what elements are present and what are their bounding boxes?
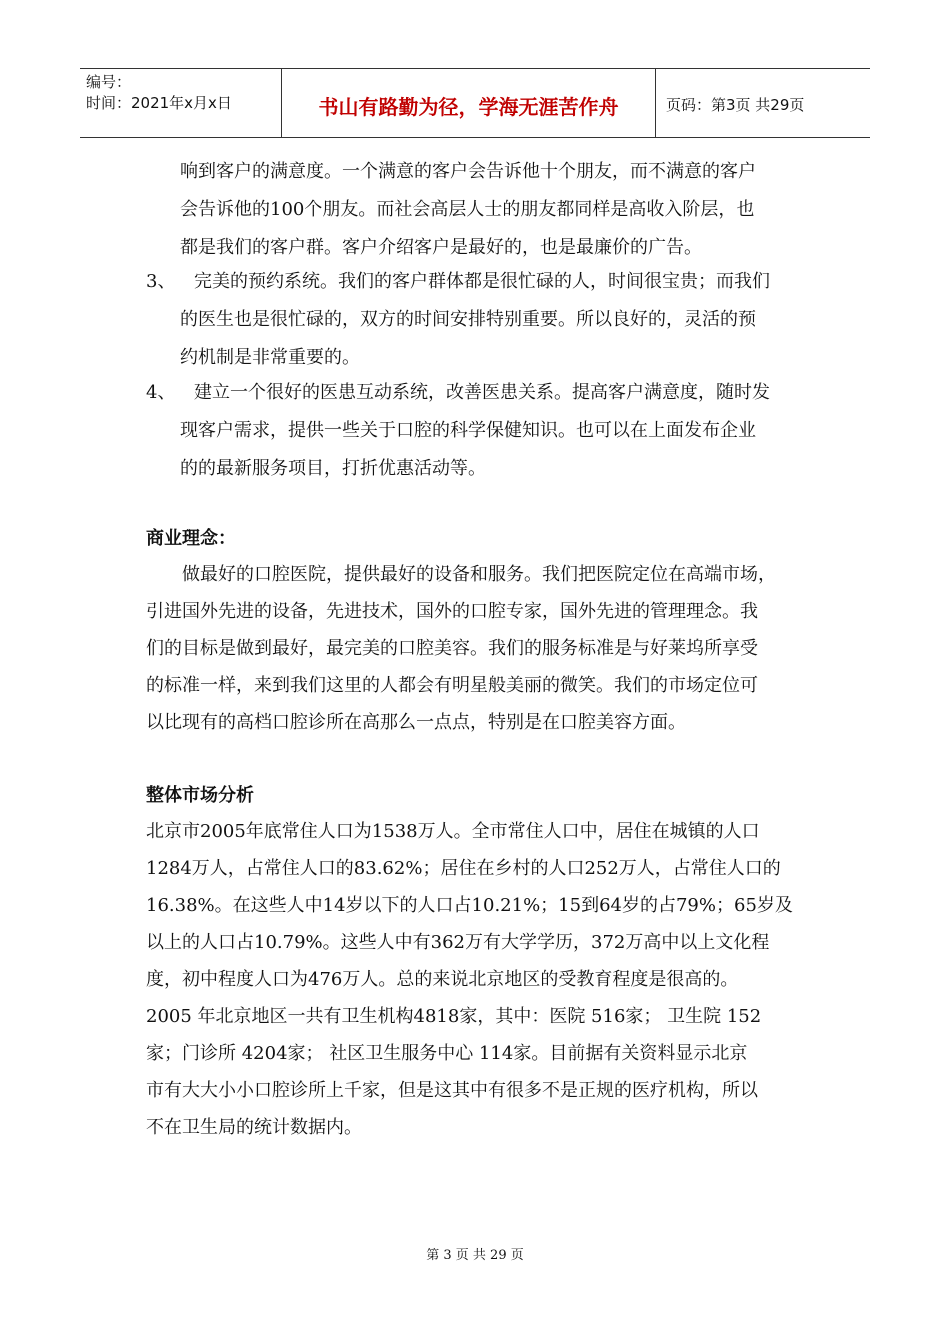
- section-heading: 整体市场分析: [146, 785, 254, 806]
- paragraph-line: 们的目标是做到最好，最完美的口腔美容。我们的服务标准是与好莱坞所享受: [146, 638, 758, 659]
- paragraph-line: 以比现有的高档口腔诊所在高那么一点点，特别是在口腔美容方面。: [146, 712, 686, 733]
- paragraph-line: 以上的人口占10.79%。这些人中有362万有大学学历，372万高中以上文化程: [146, 932, 770, 953]
- page-footer: 第 3 页 共 29 页: [426, 1248, 524, 1263]
- paragraph-line: 度，初中程度人口为476万人。总的来说北京地区的受教育程度是很高的。: [146, 969, 739, 990]
- list-item-line: 约机制是非常重要的。: [180, 347, 360, 368]
- paragraph-line: 的标准一样，来到我们这里的人都会有明星般美丽的微笑。我们的市场定位可: [146, 675, 758, 696]
- paragraph-line: 家；门诊所 4204家； 社区卫生服务中心 114家。目前据有关资料显示北京: [146, 1043, 748, 1064]
- paragraph-line: 北京市2005年底常住人口为1538万人。全市常住人口中，居住在城镇的人口: [146, 821, 760, 842]
- number-label: 编号：: [86, 73, 132, 91]
- list-item-line: 现客户需求，提供一些关于口腔的科学保健知识。也可以在上面发布企业: [180, 420, 756, 441]
- header-motto: 书山有路勤为径，学海无涯苦作舟: [282, 69, 656, 137]
- list-item-line: 的医生也是很忙碌的，双方的时间安排特别重要。所以良好的，灵活的预: [180, 309, 756, 330]
- paragraph-line: 16.38%。在这些人中14岁以下的人口占10.21%；15到64岁的占79%；65岁及: [146, 895, 793, 916]
- list-item-number: 4、: [146, 382, 176, 403]
- document-header: [80, 68, 870, 138]
- paragraph-line: 会告诉他的100个朋友。而社会高层人士的朋友都同样是高收入阶层，也: [180, 199, 755, 220]
- paragraph-line: 1284万人，占常住人口的83.62%；居住在乡村的人口252万人，占常住人口的: [146, 858, 781, 879]
- header-meta: [80, 69, 282, 137]
- paragraph-line: 不在卫生局的统计数据内。: [146, 1117, 362, 1138]
- list-item-line: 的的最新服务项目，打折优惠活动等。: [180, 458, 486, 479]
- paragraph-line: 市有大大小小口腔诊所上千家，但是这其中有很多不是正规的医疗机构，所以: [146, 1080, 758, 1101]
- list-item-line: 建立一个很好的医患互动系统，改善医患关系。提高客户满意度，随时发: [194, 382, 770, 403]
- header-page-code: 页码：第3页 共29页: [666, 95, 805, 114]
- section-heading: 商业理念：: [146, 528, 236, 549]
- list-item-line: 完美的预约系统。我们的客户群体都是很忙碌的人，时间很宝贵；而我们: [194, 271, 770, 292]
- list-item-number: 3、: [146, 271, 176, 292]
- paragraph-line: 引进国外先进的设备，先进技术，国外的口腔专家，国外先进的管理理念。我: [146, 601, 758, 622]
- paragraph-line: 都是我们的客户群。客户介绍客户是最好的，也是最廉价的广告。: [180, 237, 702, 258]
- paragraph-line: 2005 年北京地区一共有卫生机构4818家，其中：医院 516家； 卫生院 152: [146, 1006, 762, 1027]
- paragraph-line: 响到客户的满意度。一个满意的客户会告诉他十个朋友，而不满意的客户: [180, 161, 756, 182]
- paragraph-line: 做最好的口腔医院，提供最好的设备和服务。我们把医院定位在高端市场，: [182, 564, 776, 585]
- time-label: 时间：2021年x月x日: [86, 94, 232, 112]
